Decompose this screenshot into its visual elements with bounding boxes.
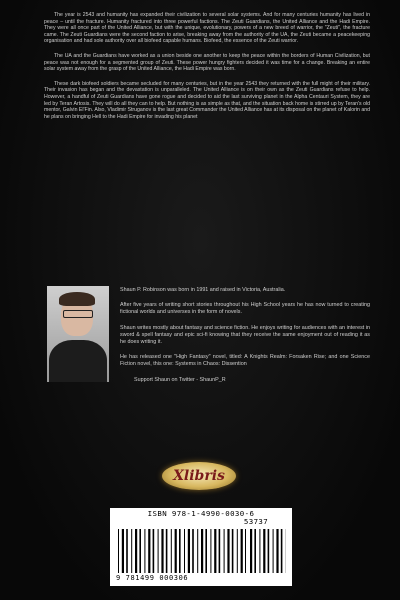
author-photo <box>47 286 109 382</box>
blurb-paragraph-1: The year is 2543 and humanity has expanded their civilization to several solar systems. And for many centuries humanity has lived in peace – until the fracture. Humanity fractured into three powerful factions. The Zeuti Guardians, the United Alliance and the Hadi Empire. They were all once part of the United Alliance, but with the unique, evolutionary, powers of a new breed of warrior, the "Zeuti", the fracture came. The Zeuti Guardians were the second faction to arise, breaking away from the authority of the UA, the Zeuti became a peacekeeping organisation and had sole authority over all biofeed capable humans. Biofeed, the essence of the Zeuti warrior. <box>44 12 370 45</box>
isbn-barcode <box>110 508 292 586</box>
author-hair <box>59 292 95 306</box>
bio-paragraph-1: Shaun P. Robinson was born in 1991 and raised in Victoria, Australia. <box>120 287 286 293</box>
synopsis-blurb <box>44 12 370 128</box>
bio-paragraph-3: Shaun writes mostly about fantasy and science fiction. He enjoys writing for audiences with an interest in sword & spell fantasy and epic sci-fi knowing that they receive the same enjoyment out of reading it as he does writing it. <box>120 324 370 346</box>
author-shirt <box>49 340 107 382</box>
isbn-number: ISBN 978-1-4990-0030-6 <box>147 509 255 518</box>
price-code: 53737 <box>243 517 269 526</box>
barcode-number: 9 781499 000306 <box>116 574 189 582</box>
author-glasses <box>63 310 93 318</box>
publisher-logo-text: Xlibris <box>173 468 225 484</box>
bio-paragraph-4: He has released one "High Fantasy" novel, titled: A Knights Realm: Forsaken Rise; and one Science Fiction novel, this one: Systems in Chaos: Dissention <box>120 354 370 368</box>
author-bio <box>120 287 370 392</box>
publisher-logo <box>162 462 236 490</box>
ean-barcode-bars <box>118 529 246 573</box>
isbn-label <box>116 510 286 526</box>
blurb-paragraph-3: These dark biofeed soldiers became secluded for many centuries, but in the year 2543 they returned with the full might of their military. Their invasion has began and the devastation is unparalleled. The United Alliance is on their own as the Zeuti Guardians refuse to help. However, a handful of Zeuti Guardians have gone rogue and decided to aid the last surviving planet in the Alpha Centauri System, they are led by Teran Artosis. They will do all they can to help. But nothing is as simple as that, and the situation back home is stirred up by Teran's old mentor, Galvin El'Fin. Also, Vladimir Struganov is the last great Commander the United Alliance has at its disposal on the planet of Kalorin and he plans on bringing Hell to the Hadi Empire for invading his planet <box>44 80 370 120</box>
bio-paragraph-2: After five years of writing short stories throughout his High School years he has now turned to creating fictional worlds and universes in the form of novels. <box>120 302 370 316</box>
price-barcode-bars <box>250 529 286 573</box>
blurb-paragraph-2: The UA and the Guardians have worked as a union beside one another to keep the peace within the borders of Human Civilization, but peace was not enough for a segmented group of Zeuti. These power hungry fighters decided it was time for a change. Breaking an entire solar system away from the grasp of the United Alliance, the Hadi Empire was born. <box>44 52 370 73</box>
twitter-promo: Support Shaun on Twitter - ShaunP_R <box>134 376 226 383</box>
